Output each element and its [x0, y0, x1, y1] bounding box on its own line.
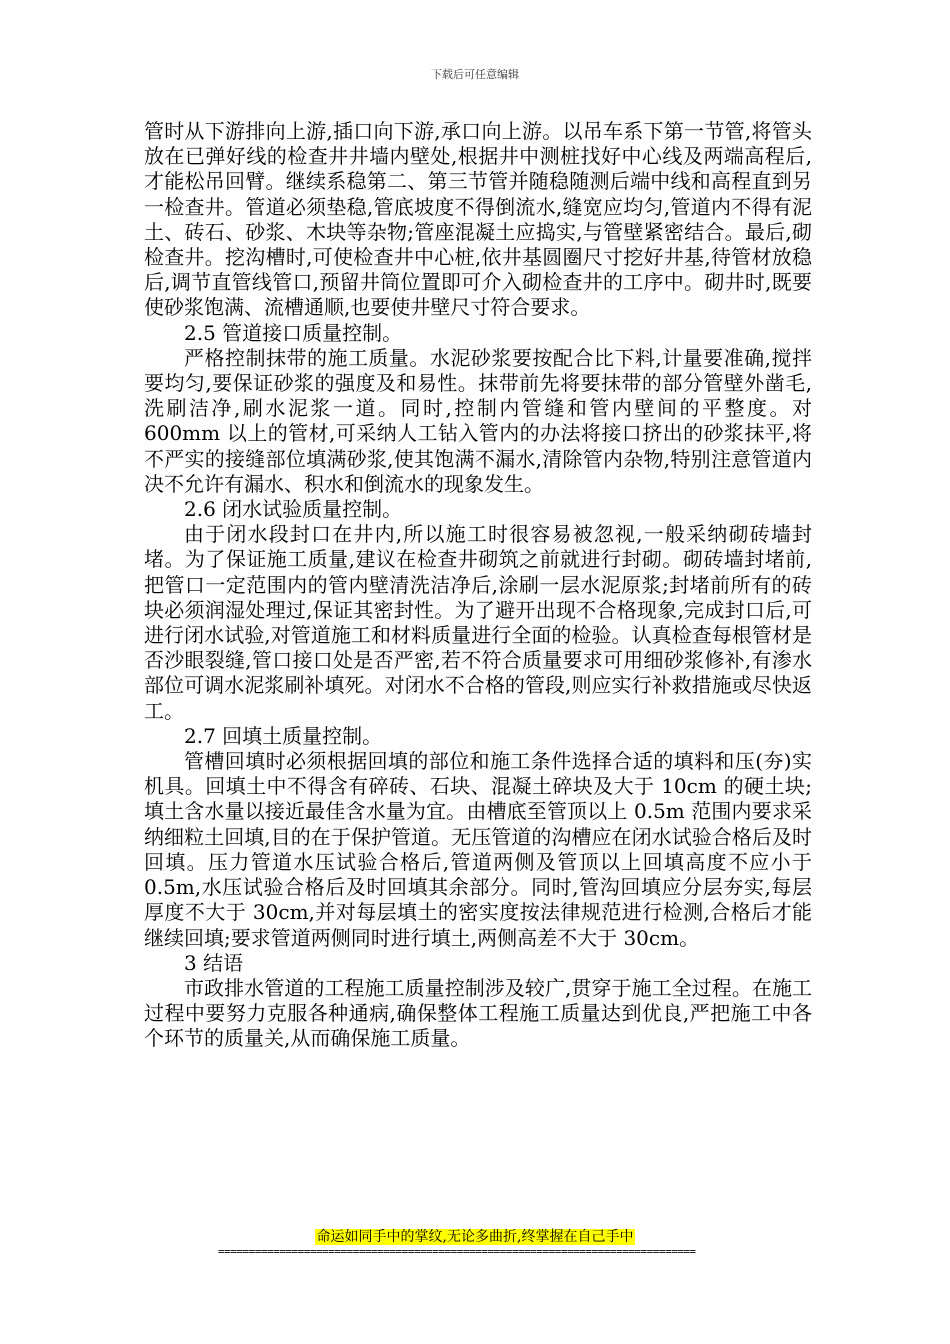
section-heading-2-5: 2.5 管道接口质量控制。: [184, 320, 403, 345]
section-heading-3: 3 结语: [184, 950, 244, 975]
paragraph-2-6: 由于闭水段封口在井内,所以施工时很容易被忽视,一般采纳砌砖墙封堵。为了保证施工质量,建议在检查井砌筑之前就进行封砌。砌砖墙封堵前,把管口一定范围内的管内壁清洗洁净后,涂刷一层水泥原浆;封堵前所有的砖块必须润湿处理过,保证其密封性。为了避开出现不合格现象,完成封口后,可进行闭水试验,对管道施工和材料质量进行全面的检验。认真检查每根管材是否沙眼裂缝,管口接口处是否严密,若不符合质量要求可用细砂浆修补,有渗水部位可调水泥浆刷补填死。对闭水不合格的管段,则应实行补救措施或尽快返工。: [144, 522, 812, 723]
paragraph-2-7: 管槽回填时必须根据回填的部位和施工条件选择合适的填料和压(夯)实机具。回填土中不得含有碎砖、石块、混凝土碎块及大于 10cm 的硬土块;填土含水量以接近最佳含水量为宜。由槽底至管顶以上 0.5m 范围内要求采纳细粒土回填,目的在于保护管道。无压管道的沟槽应在闭水试验合格后及时回填。压力管道水压试验合格后,管道两侧及管顶以上回填高度不应小于 0.5m,水压试验合格后及时回填其余部分。同时,管沟回填应分层夯实,每层厚度不大于 30cm,并对每层填土的密实度按法律规范进行检测,合格后才能继续回填;要求管道两侧同时进行填土,两侧高差不大于 30cm。: [144, 749, 812, 950]
document-body: [144, 119, 812, 1052]
section-heading-2-7: 2.7 回填土质量控制。: [184, 723, 383, 748]
footer-motto: [0, 1226, 950, 1246]
paragraph-3: 市政排水管道的工程施工质量控制涉及较广,贯穿于施工全过程。在施工过程中要努力克服各种通病,确保整体工程施工质量达到优良,严把施工中各个环节的质量关,从而确保施工质量。: [144, 975, 812, 1051]
footer-motto-text: 命运如同手中的掌纹,无论多曲折,终掌握在自己手中: [316, 1229, 634, 1245]
paragraph-continued: 管时从下游排向上游,插口向下游,承口向上游。以吊车系下第一节管,将管头放在已弹好线的检查井井墙内壁处,根据井中测桩找好中心线及两端高程后,才能松吊回臂。继续系稳第二、第三节管并随稳随测后端中线和高程直到另一检查井。管道必须垫稳,管底坡度不得倒流水,缝宽应均匀,管道内不得有泥土、砖石、砂浆、木块等杂物;管座混凝土应捣实,与管壁紧密结合。最后,砌检查井。挖沟槽时,可使检查井中心桩,依井基圆圈尺寸挖好井基,待管材放稳后,调节直管线管口,预留井筒位置即可介入砌检查井的工序中。砌井时,既要使砂浆饱满、流槽通顺,也要使井壁尺寸符合要求。: [144, 119, 812, 320]
footer-rule: ==============================================================================: [218, 1245, 696, 1258]
paragraph-2-5: 严格控制抹带的施工质量。水泥砂浆要按配合比下料,计量要准确,搅拌要均匀,要保证砂浆的强度及和易性。抹带前先将要抹带的部分管壁外凿毛,洗刷洁净,刷水泥浆一道。同时,控制内管缝和管内壁间的平整度。对 600mm 以上的管材,可采纳人工钻入管内的办法将接口挤出的砂浆抹平,将不严实的接缝部位填满砂浆,使其饱满不漏水,清除管内杂物,特别注意管道内决不允许有漏水、积水和倒流水的现象发生。: [144, 345, 812, 496]
header-note: 下载后可任意编辑: [431, 68, 519, 81]
section-heading-2-6: 2.6 闭水试验质量控制。: [184, 497, 403, 522]
